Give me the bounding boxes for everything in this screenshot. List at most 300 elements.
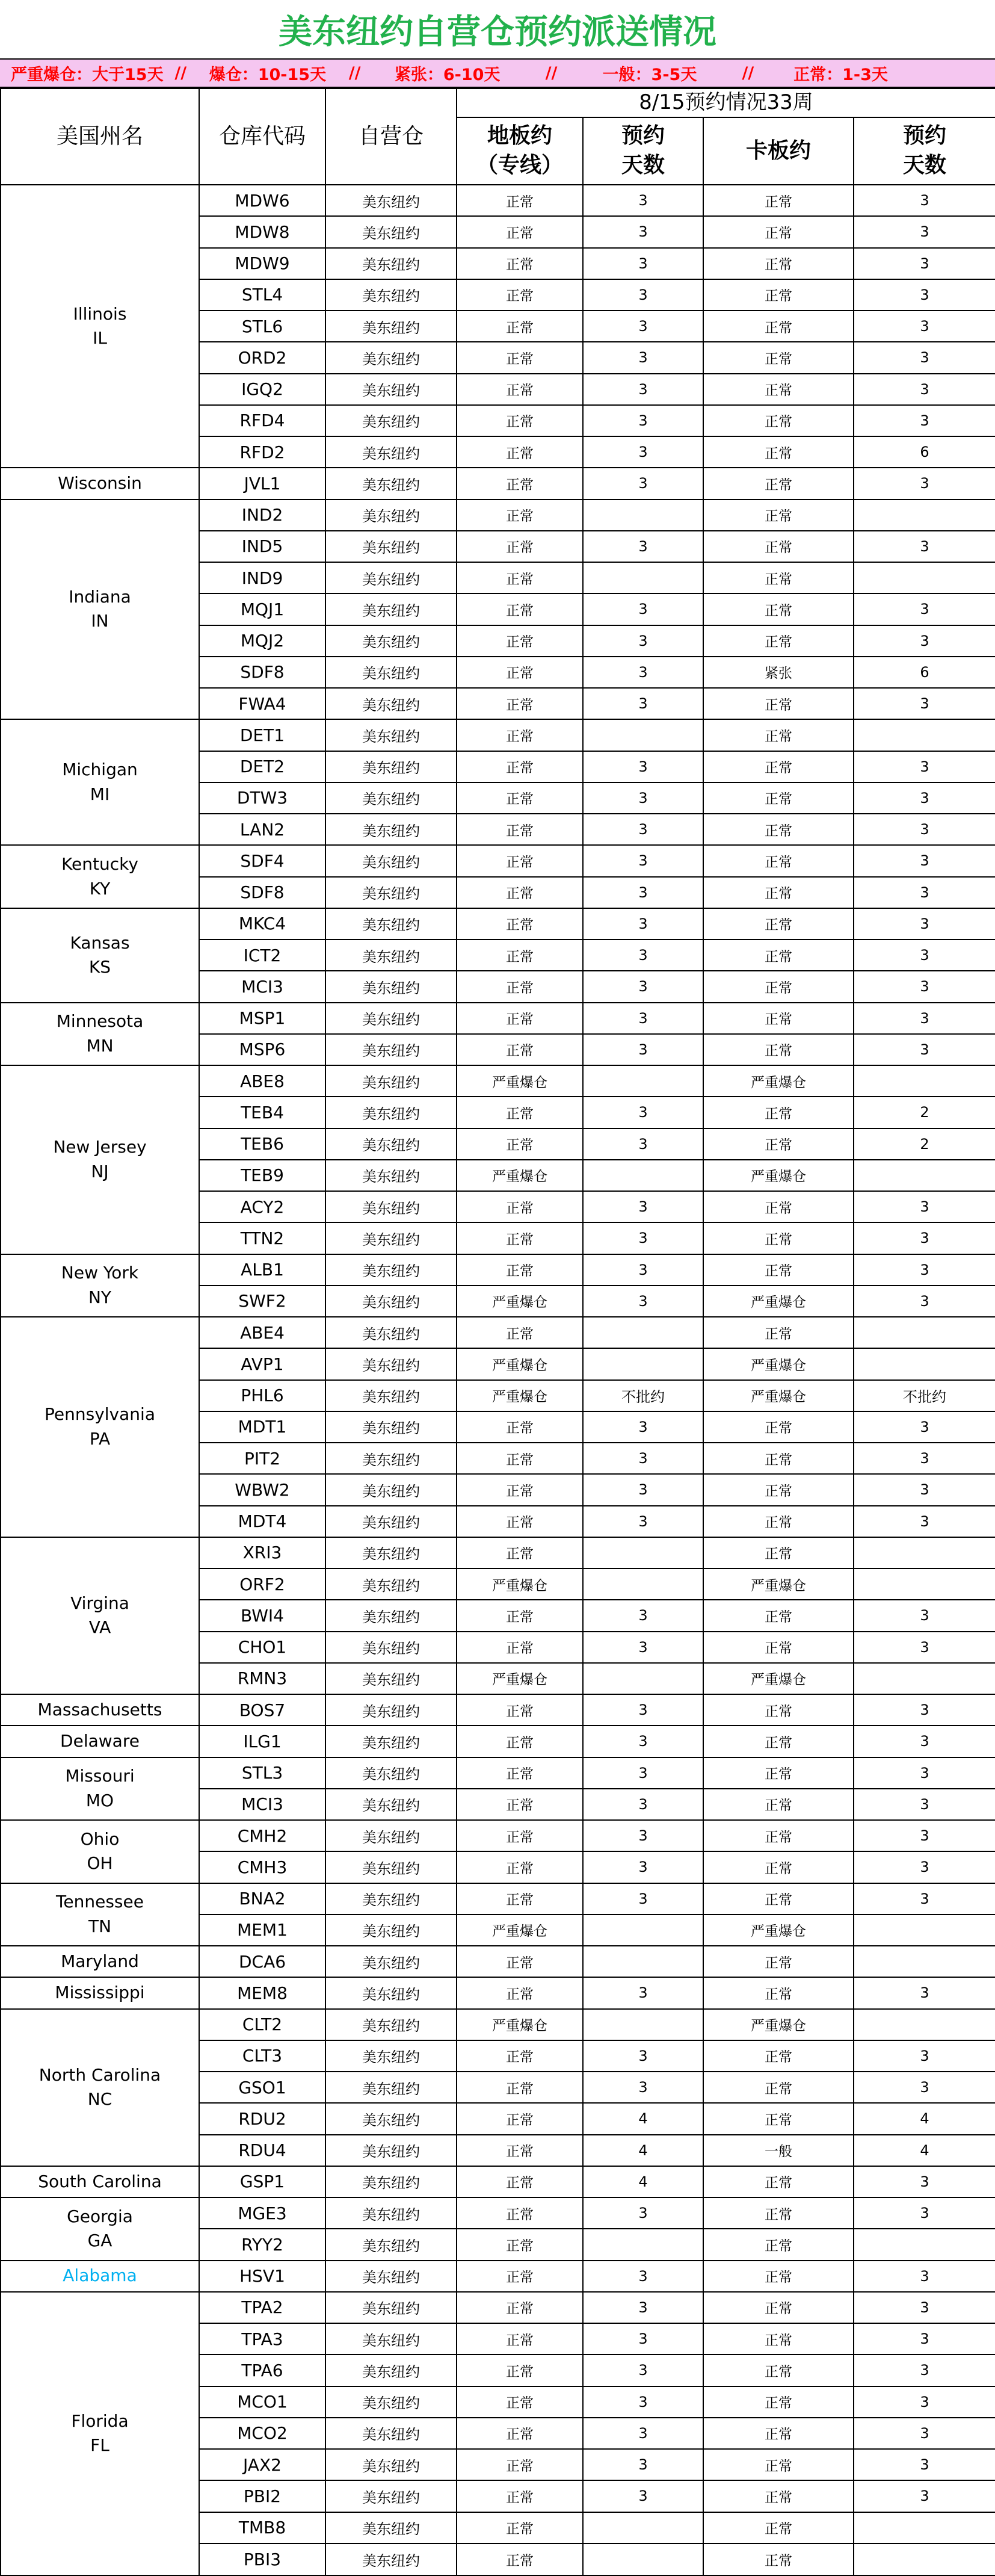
warehouse-name: 美东纽约 <box>325 2543 457 2575</box>
pallet-status: 严重爆仓 <box>703 1568 854 1600</box>
floor-days: 3 <box>583 1757 703 1789</box>
floor-status: 正常 <box>457 1600 583 1631</box>
floor-days: 3 <box>583 1034 703 1065</box>
warehouse-code: PIT2 <box>199 1443 325 1474</box>
pallet-status: 正常 <box>703 1034 854 1065</box>
warehouse-code: MDW6 <box>199 185 325 216</box>
pallet-days: 3 <box>854 1506 995 1537</box>
pallet-status: 正常 <box>703 1222 854 1254</box>
table-row <box>1 2009 995 2040</box>
table-row <box>1 1757 995 1789</box>
warehouse-name: 美东纽约 <box>325 216 457 247</box>
warehouse-name: 美东纽约 <box>325 311 457 342</box>
pallet-days: 3 <box>854 374 995 405</box>
floor-days: 3 <box>583 1411 703 1443</box>
pallet-days: 3 <box>854 216 995 247</box>
warehouse-name: 美东纽约 <box>325 625 457 657</box>
pallet-status: 正常 <box>703 1694 854 1726</box>
table-row <box>1 1726 995 1757</box>
table-row <box>1 719 995 751</box>
pallet-status: 正常 <box>703 814 854 845</box>
warehouse-name: 美东纽约 <box>325 279 457 311</box>
state-cell <box>1 1254 199 1317</box>
warehouse-code: BNA2 <box>199 1883 325 1915</box>
state-cell <box>1 2009 199 2166</box>
warehouse-code: BWI4 <box>199 1600 325 1631</box>
warehouse-code: IND9 <box>199 562 325 593</box>
floor-status: 正常 <box>457 2197 583 2229</box>
warehouse-code: MEM1 <box>199 1915 325 1946</box>
state-name: Florida <box>71 2410 129 2431</box>
pallet-status: 正常 <box>703 1129 854 1160</box>
warehouse-code: CLT3 <box>199 2040 325 2072</box>
pallet-days: 3 <box>854 405 995 436</box>
floor-days: 3 <box>583 1222 703 1254</box>
pallet-status: 正常 <box>703 782 854 814</box>
pallet-days: 3 <box>854 185 995 216</box>
pallet-status: 正常 <box>703 2103 854 2134</box>
state-abbr: VA <box>88 1617 111 1638</box>
pallet-status: 正常 <box>703 1851 854 1883</box>
pallet-status: 正常 <box>703 2166 854 2197</box>
pallet-status: 一般 <box>703 2135 854 2166</box>
floor-days: 3 <box>583 657 703 688</box>
state-name: North Carolina <box>39 2064 161 2085</box>
warehouse-name: 美东纽约 <box>325 1348 457 1379</box>
pallet-days: 3 <box>854 2261 995 2292</box>
table-row <box>1 500 995 531</box>
header-warehouse: 自营仓 <box>325 88 457 185</box>
pallet-days: 3 <box>854 531 995 562</box>
pallet-days: 3 <box>854 2449 995 2480</box>
pallet-status: 正常 <box>703 2197 854 2229</box>
pallet-status: 正常 <box>703 2040 854 2072</box>
warehouse-name: 美东纽约 <box>325 405 457 436</box>
floor-days: 3 <box>583 845 703 876</box>
floor-status: 正常 <box>457 2386 583 2418</box>
warehouse-code: SWF2 <box>199 1286 325 1317</box>
warehouse-code: RDU4 <box>199 2135 325 2166</box>
pallet-days <box>854 1160 995 1191</box>
pallet-days: 3 <box>854 971 995 1002</box>
warehouse-code: MKC4 <box>199 908 325 940</box>
state-cell <box>1 500 199 720</box>
floor-status: 正常 <box>457 1789 583 1820</box>
pallet-days: 3 <box>854 2166 995 2197</box>
floor-status: 正常 <box>457 436 583 468</box>
floor-status: 正常 <box>457 971 583 1002</box>
state-name: Missouri <box>65 1766 135 1786</box>
legend-severe: 严重爆仓：大于15天 <box>11 66 164 84</box>
floor-days <box>583 2229 703 2260</box>
floor-status: 正常 <box>457 625 583 657</box>
warehouse-name: 美东纽约 <box>325 593 457 625</box>
state-cell <box>1 2166 199 2197</box>
warehouse-code: PBI2 <box>199 2480 325 2512</box>
warehouse-name: 美东纽约 <box>325 342 457 373</box>
floor-status: 正常 <box>457 1191 583 1222</box>
floor-status: 正常 <box>457 2449 583 2480</box>
floor-days <box>583 2543 703 2575</box>
floor-days: 3 <box>583 1506 703 1537</box>
state-abbr: FL <box>90 2435 109 2456</box>
floor-status: 正常 <box>457 688 583 719</box>
warehouse-code: BOS7 <box>199 1694 325 1726</box>
warehouse-code: ABE4 <box>199 1317 325 1348</box>
warehouse-name: 美东纽约 <box>325 1977 457 2008</box>
pallet-days: 3 <box>854 1632 995 1663</box>
pallet-status: 正常 <box>703 908 854 940</box>
pallet-days: 3 <box>854 2480 995 2512</box>
floor-status: 严重爆仓 <box>457 1568 583 1600</box>
pallet-status: 正常 <box>703 625 854 657</box>
pallet-days: 3 <box>854 342 995 373</box>
floor-days: 3 <box>583 1443 703 1474</box>
pallet-status: 正常 <box>703 2480 854 2512</box>
floor-status: 正常 <box>457 2261 583 2292</box>
floor-status: 正常 <box>457 1411 583 1443</box>
warehouse-code: MQJ1 <box>199 593 325 625</box>
pallet-status: 正常 <box>703 374 854 405</box>
table-row <box>1 1003 995 1034</box>
floor-status: 正常 <box>457 719 583 751</box>
warehouse-name: 美东纽约 <box>325 1820 457 1851</box>
floor-days: 3 <box>583 374 703 405</box>
pallet-days: 3 <box>854 1034 995 1065</box>
floor-status: 正常 <box>457 1129 583 1160</box>
legend-separator: // <box>348 64 361 82</box>
warehouse-name: 美东纽约 <box>325 782 457 814</box>
floor-days: 不批约 <box>583 1380 703 1411</box>
state-name: Virgina <box>70 1593 129 1613</box>
warehouse-code: DET1 <box>199 719 325 751</box>
floor-status: 严重爆仓 <box>457 1065 583 1097</box>
warehouse-code: MSP6 <box>199 1034 325 1065</box>
table-row <box>1 1694 995 1726</box>
pallet-status: 正常 <box>703 971 854 1002</box>
state-name: Delaware <box>60 1731 140 1751</box>
warehouse-code: DTW3 <box>199 782 325 814</box>
warehouse-name: 美东纽约 <box>325 1883 457 1915</box>
floor-status: 正常 <box>457 1632 583 1663</box>
pallet-days: 3 <box>854 1726 995 1757</box>
header-week: 8/15预约情况33周 <box>457 88 995 117</box>
state-cell <box>1 1694 199 1726</box>
floor-status: 正常 <box>457 311 583 342</box>
warehouse-code: MCO2 <box>199 2418 325 2449</box>
state-abbr: IN <box>91 611 109 631</box>
warehouse-name: 美东纽约 <box>325 1191 457 1222</box>
pallet-status: 正常 <box>703 2355 854 2386</box>
warehouse-name: 美东纽约 <box>325 1065 457 1097</box>
warehouse-code: MGE3 <box>199 2197 325 2229</box>
table-row <box>1 845 995 876</box>
pallet-days <box>854 562 995 593</box>
floor-days: 3 <box>583 1632 703 1663</box>
warehouse-code: CMH2 <box>199 1820 325 1851</box>
table-row <box>1 2261 995 2292</box>
warehouse-name: 美东纽约 <box>325 1286 457 1317</box>
warehouse-code: TPA6 <box>199 2355 325 2386</box>
floor-status: 正常 <box>457 185 583 216</box>
floor-status: 正常 <box>457 405 583 436</box>
floor-days: 3 <box>583 593 703 625</box>
warehouse-name: 美东纽约 <box>325 657 457 688</box>
floor-days: 3 <box>583 1600 703 1631</box>
floor-days: 3 <box>583 2261 703 2292</box>
state-abbr: KY <box>89 878 111 899</box>
state-cell <box>1 2292 199 2575</box>
warehouse-name: 美东纽约 <box>325 248 457 279</box>
warehouse-name: 美东纽约 <box>325 2229 457 2260</box>
floor-days: 3 <box>583 1286 703 1317</box>
state-name: Massachusetts <box>37 1699 162 1720</box>
warehouse-name: 美东纽约 <box>325 1443 457 1474</box>
pallet-days <box>854 1568 995 1600</box>
pallet-days: 3 <box>854 279 995 311</box>
warehouse-code: ILG1 <box>199 1726 325 1757</box>
warehouse-code: MQJ2 <box>199 625 325 657</box>
state-name: Maryland <box>61 1951 139 1971</box>
pallet-status: 正常 <box>703 1317 854 1348</box>
state-abbr: MI <box>90 784 110 804</box>
pallet-status: 正常 <box>703 531 854 562</box>
pallet-days: 3 <box>854 1694 995 1726</box>
pallet-status: 严重爆仓 <box>703 1065 854 1097</box>
warehouse-code: AVP1 <box>199 1348 325 1379</box>
state-abbr: TN <box>88 1916 112 1936</box>
floor-status: 正常 <box>457 751 583 782</box>
state-name: Kentucky <box>61 853 138 874</box>
floor-days: 3 <box>583 1191 703 1222</box>
warehouse-name: 美东纽约 <box>325 845 457 876</box>
state-name: Alabama <box>63 2265 137 2286</box>
floor-days <box>583 1568 703 1600</box>
header-pallet: 卡板约 <box>703 117 854 185</box>
floor-status: 正常 <box>457 845 583 876</box>
pallet-status: 正常 <box>703 2512 854 2543</box>
floor-status: 正常 <box>457 1537 583 1568</box>
warehouse-name: 美东纽约 <box>325 2449 457 2480</box>
legend-tight: 紧张：6-10天 <box>394 66 501 84</box>
floor-status: 正常 <box>457 814 583 845</box>
pallet-days: 3 <box>854 1820 995 1851</box>
floor-status: 正常 <box>457 216 583 247</box>
warehouse-code: TEB4 <box>199 1097 325 1128</box>
state-cell <box>1 1820 199 1883</box>
header-pallet-days: 预约 天数 <box>854 117 995 185</box>
state-cell <box>1 908 199 1003</box>
state-cell <box>1 1757 199 1821</box>
pallet-days: 3 <box>854 1003 995 1034</box>
floor-status: 正常 <box>457 279 583 311</box>
legend-separator: // <box>545 64 558 82</box>
floor-days: 3 <box>583 405 703 436</box>
table-row <box>1 468 995 499</box>
floor-days: 3 <box>583 751 703 782</box>
warehouse-name: 美东纽约 <box>325 2072 457 2103</box>
warehouse-code: CLT2 <box>199 2009 325 2040</box>
warehouse-code: LAN2 <box>199 814 325 845</box>
floor-days: 4 <box>583 2135 703 2166</box>
table-row <box>1 1946 995 1977</box>
pallet-days: 3 <box>854 1222 995 1254</box>
floor-days: 3 <box>583 1254 703 1286</box>
floor-days: 3 <box>583 1883 703 1915</box>
table-row <box>1 2197 995 2229</box>
table-row <box>1 1065 995 1097</box>
legend-normal: 正常：1-3天 <box>793 66 888 84</box>
warehouse-name: 美东纽约 <box>325 1254 457 1286</box>
floor-days: 3 <box>583 1977 703 2008</box>
warehouse-code: ICT2 <box>199 940 325 971</box>
floor-status: 正常 <box>457 1820 583 1851</box>
table-row <box>1 1977 995 2008</box>
state-abbr: NY <box>88 1287 112 1307</box>
pallet-status: 正常 <box>703 342 854 373</box>
warehouse-name: 美东纽约 <box>325 185 457 216</box>
state-name: New Jersey <box>53 1137 147 1157</box>
floor-days: 3 <box>583 1789 703 1820</box>
floor-days: 3 <box>583 185 703 216</box>
floor-status: 正常 <box>457 1726 583 1757</box>
floor-days: 3 <box>583 531 703 562</box>
warehouse-name: 美东纽约 <box>325 1317 457 1348</box>
pallet-status: 正常 <box>703 279 854 311</box>
warehouse-code: TEB9 <box>199 1160 325 1191</box>
state-name: Ohio <box>80 1828 120 1849</box>
floor-status: 正常 <box>457 248 583 279</box>
warehouse-name: 美东纽约 <box>325 436 457 468</box>
legend-separator: // <box>174 64 187 82</box>
state-cell <box>1 1977 199 2008</box>
floor-status: 严重爆仓 <box>457 1663 583 1694</box>
warehouse-name: 美东纽约 <box>325 374 457 405</box>
pallet-days: 3 <box>854 751 995 782</box>
warehouse-name: 美东纽约 <box>325 940 457 971</box>
warehouse-code: TMB8 <box>199 2512 325 2543</box>
state-abbr: PA <box>89 1428 111 1449</box>
warehouse-code: MSP1 <box>199 1003 325 1034</box>
pallet-days <box>854 2543 995 2575</box>
warehouse-code: RFD2 <box>199 436 325 468</box>
warehouse-name: 美东纽约 <box>325 1129 457 1160</box>
pallet-status: 严重爆仓 <box>703 1380 854 1411</box>
pallet-days: 3 <box>854 1883 995 1915</box>
legend-burst: 爆仓：10-15天 <box>209 66 327 84</box>
warehouse-name: 美东纽约 <box>325 1034 457 1065</box>
warehouse-code: TTN2 <box>199 1222 325 1254</box>
warehouse-name: 美东纽约 <box>325 2197 457 2229</box>
floor-days <box>583 2512 703 2543</box>
warehouse-code: TPA2 <box>199 2292 325 2323</box>
floor-days: 3 <box>583 2386 703 2418</box>
pallet-days: 3 <box>854 1191 995 1222</box>
warehouse-code: CHO1 <box>199 1632 325 1663</box>
floor-status: 严重爆仓 <box>457 1286 583 1317</box>
pallet-status: 正常 <box>703 1946 854 1977</box>
warehouse-code: CMH3 <box>199 1851 325 1883</box>
state-cell <box>1 1883 199 1946</box>
warehouse-code: XRI3 <box>199 1537 325 1568</box>
floor-days: 3 <box>583 688 703 719</box>
warehouse-name: 美东纽约 <box>325 719 457 751</box>
pallet-days: 3 <box>854 593 995 625</box>
floor-status: 严重爆仓 <box>457 1380 583 1411</box>
warehouse-name: 美东纽约 <box>325 2261 457 2292</box>
state-name: Georgia <box>67 2206 133 2226</box>
floor-days: 3 <box>583 436 703 468</box>
warehouse-name: 美东纽约 <box>325 1568 457 1600</box>
pallet-status: 严重爆仓 <box>703 1286 854 1317</box>
state-name: Michigan <box>62 760 138 780</box>
state-cell <box>1 2197 199 2261</box>
warehouse-code: SDF8 <box>199 657 325 688</box>
floor-status: 正常 <box>457 2292 583 2323</box>
legend-separator: // <box>742 64 754 82</box>
floor-status: 正常 <box>457 2103 583 2134</box>
warehouse-name: 美东纽约 <box>325 1726 457 1757</box>
pallet-status: 正常 <box>703 436 854 468</box>
pallet-days: 3 <box>854 2355 995 2386</box>
warehouse-code: PHL6 <box>199 1380 325 1411</box>
pallet-status: 正常 <box>703 1789 854 1820</box>
warehouse-code: STL3 <box>199 1757 325 1789</box>
pallet-days: 3 <box>854 2292 995 2323</box>
floor-days <box>583 1348 703 1379</box>
floor-days <box>583 1915 703 1946</box>
state-cell <box>1 185 199 468</box>
floor-days: 3 <box>583 2040 703 2072</box>
warehouse-code: IGQ2 <box>199 374 325 405</box>
warehouse-name: 美东纽约 <box>325 1222 457 1254</box>
warehouse-code: MCI3 <box>199 971 325 1002</box>
floor-days: 3 <box>583 1726 703 1757</box>
warehouse-name: 美东纽约 <box>325 468 457 499</box>
pallet-days: 3 <box>854 2072 995 2103</box>
state-abbr: NJ <box>91 1161 109 1181</box>
pallet-days <box>854 1065 995 1097</box>
floor-days: 3 <box>583 1129 703 1160</box>
appointment-table <box>0 88 995 2576</box>
pallet-status: 正常 <box>703 2449 854 2480</box>
state-abbr: NC <box>87 2089 112 2110</box>
pallet-status: 正常 <box>703 1757 854 1789</box>
pallet-days: 3 <box>854 625 995 657</box>
floor-days: 3 <box>583 2323 703 2355</box>
floor-status: 正常 <box>457 2543 583 2575</box>
pallet-days <box>854 1946 995 1977</box>
pallet-status: 正常 <box>703 2292 854 2323</box>
warehouse-code: IND2 <box>199 500 325 531</box>
floor-status: 正常 <box>457 2040 583 2072</box>
pallet-days: 3 <box>854 877 995 908</box>
pallet-status: 正常 <box>703 500 854 531</box>
legend-normal-ish: 一般：3-5天 <box>602 66 697 84</box>
warehouse-name: 美东纽约 <box>325 2355 457 2386</box>
floor-days: 3 <box>583 2480 703 2512</box>
floor-status: 正常 <box>457 1034 583 1065</box>
warehouse-code: DCA6 <box>199 1946 325 1977</box>
pallet-status: 正常 <box>703 1191 854 1222</box>
floor-status: 正常 <box>457 1694 583 1726</box>
pallet-status: 正常 <box>703 1977 854 2008</box>
floor-status: 严重爆仓 <box>457 2009 583 2040</box>
warehouse-name: 美东纽约 <box>325 1946 457 1977</box>
floor-days: 3 <box>583 1694 703 1726</box>
floor-status: 正常 <box>457 2323 583 2355</box>
floor-status: 正常 <box>457 562 583 593</box>
